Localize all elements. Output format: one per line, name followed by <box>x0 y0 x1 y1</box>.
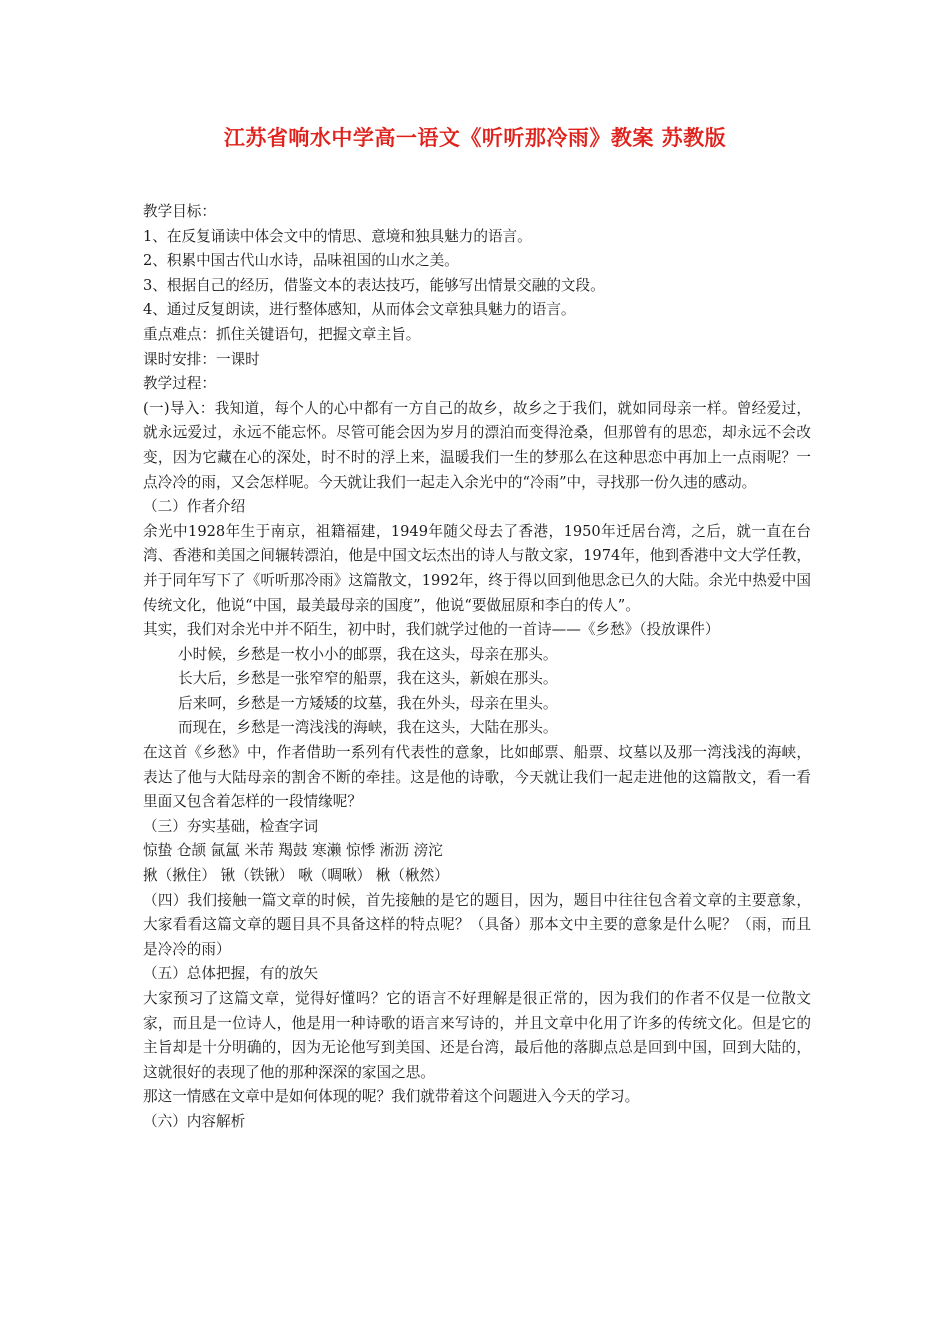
section-5-question: 那这一情感在文章中是如何体现的呢？我们就带着这个问题进入今天的学习。 <box>143 1088 640 1106</box>
section-5-overview: 大家预习了这篇文章，觉得好懂吗？它的语言不好理解是很正常的，因为我们的作者不仅是一位散文家，而且是一位诗人，他是用一种诗歌的语言来写诗的，并且文章中化用了许多的传统文化。但是它的主旨却是十分明确的，因为无论他写到美国、还是台湾，最后他的落脚点总是回到中国，回到大陆的，这就很好的表现了他的那种深深的家国之思。 <box>143 990 811 1081</box>
section-2-author-intro: 余光中1928年生于南京，祖籍福建，1949年随父母去了香港，1950年迁居台湾，之后，就一直在台湾、香港和美国之间辗转漂泊，他是中国文坛杰出的诗人与散文家，1974年，他到香港中文大学任教，并于同年写下了《听听那冷雨》这篇散文，1992年，终于得以回到他思念已久的大陆。余光中热爱中国传统文化，他说“中国，最美最母亲的国度”，他说“要做屈原和李白的传人”。 <box>143 522 811 614</box>
section-3-characters: 揪（揪住） 锹（铁锹） 啾（啁啾） 楸（楸然） <box>143 867 449 885</box>
poem-analysis: 在这首《乡愁》中，作者借助一系列有代表性的意象，比如邮票、船票、坟墓以及那一湾浅浅的海峡，表达了他与大陆母亲的割舍不断的牵挂。这是他的诗歌，今天就让我们一起走进他的这篇散文，看一看里面又包含着怎样的一段情缘呢？ <box>143 744 811 811</box>
objectives-heading: 教学目标： <box>143 203 216 220</box>
section-4-title-analysis: （四）我们接触一篇文章的时候，首先接触的是它的题目，因为，题目中往往包含着文章的主要意象，大家看看这篇文章的题目具不具备这样的特点呢？（具备）那本文中主要的意象是什么呢？（雨，而且是冷冷的雨） <box>143 891 811 958</box>
section-2-heading: （二）作者介绍 <box>143 498 246 516</box>
document-body <box>143 200 811 1135</box>
process-heading: 教学过程： <box>143 375 216 393</box>
poem-line-2: 长大后，乡愁是一张窄窄的船票，我在这头，新娘在那头。 <box>178 670 558 688</box>
section-6-heading: （六）内容解析 <box>143 1112 246 1130</box>
document-title: 江苏省响水中学高一语文《听听那冷雨》教案 苏教版 <box>223 125 727 150</box>
objective-item-2: 2、积累中国古代山水诗，品味祖国的山水之美。 <box>143 252 459 270</box>
schedule: 课时安排：一课时 <box>143 350 260 368</box>
poem-intro: 其实，我们对余光中并不陌生，初中时，我们就学过他的一首诗——《乡愁》（投放课件） <box>143 621 720 639</box>
objective-item-3: 3、根据自己的经历，借鉴文本的表达技巧，能够写出情景交融的文段。 <box>143 276 605 294</box>
section-5-heading: （五）总体把握，有的放矢 <box>143 965 319 983</box>
section-3-words: 惊蛰 仓颉 氤氲 米芾 羯鼓 寒濑 惊悸 淅沥 滂沱 <box>143 842 443 860</box>
key-point: 重点难点：抓住关键语句，把握文章主旨。 <box>143 325 421 343</box>
poem-line-4: 而现在，乡愁是一湾浅浅的海峡，我在这头，大陆在那头。 <box>178 719 558 737</box>
poem-line-3: 后来呵，乡愁是一方矮矮的坟墓，我在外头，母亲在里头。 <box>178 694 558 712</box>
objective-item-4: 4、通过反复朗读，进行整体感知，从而体会文章独具魅力的语言。 <box>143 301 576 319</box>
section-1-introduction: (一)导入：我知道，每个人的心中都有一方自己的故乡，故乡之于我们，就如同母亲一样。曾经爱过，就永远爱过，永远不能忘怀。尽管可能会因为岁月的漂泊而变得沧桑，但那曾有的思恋，却永远不会改变，因为它藏在心的深处，时不时的浮上来，温暖我们一生的梦那么在这种思恋中再加上一点雨呢？一点冷冷的雨，又会怎样呢。今天就让我们一起走入余光中的“冷雨”中，寻找那一份久违的感动。 <box>143 399 811 491</box>
poem-line-1: 小时候，乡愁是一枚小小的邮票，我在这头，母亲在那头。 <box>178 645 558 663</box>
section-3-heading: （三）夯实基础，检查字词 <box>143 817 319 835</box>
objective-item-1: 1、在反复诵读中体会文中的情思、意境和独具魅力的语言。 <box>143 227 532 245</box>
